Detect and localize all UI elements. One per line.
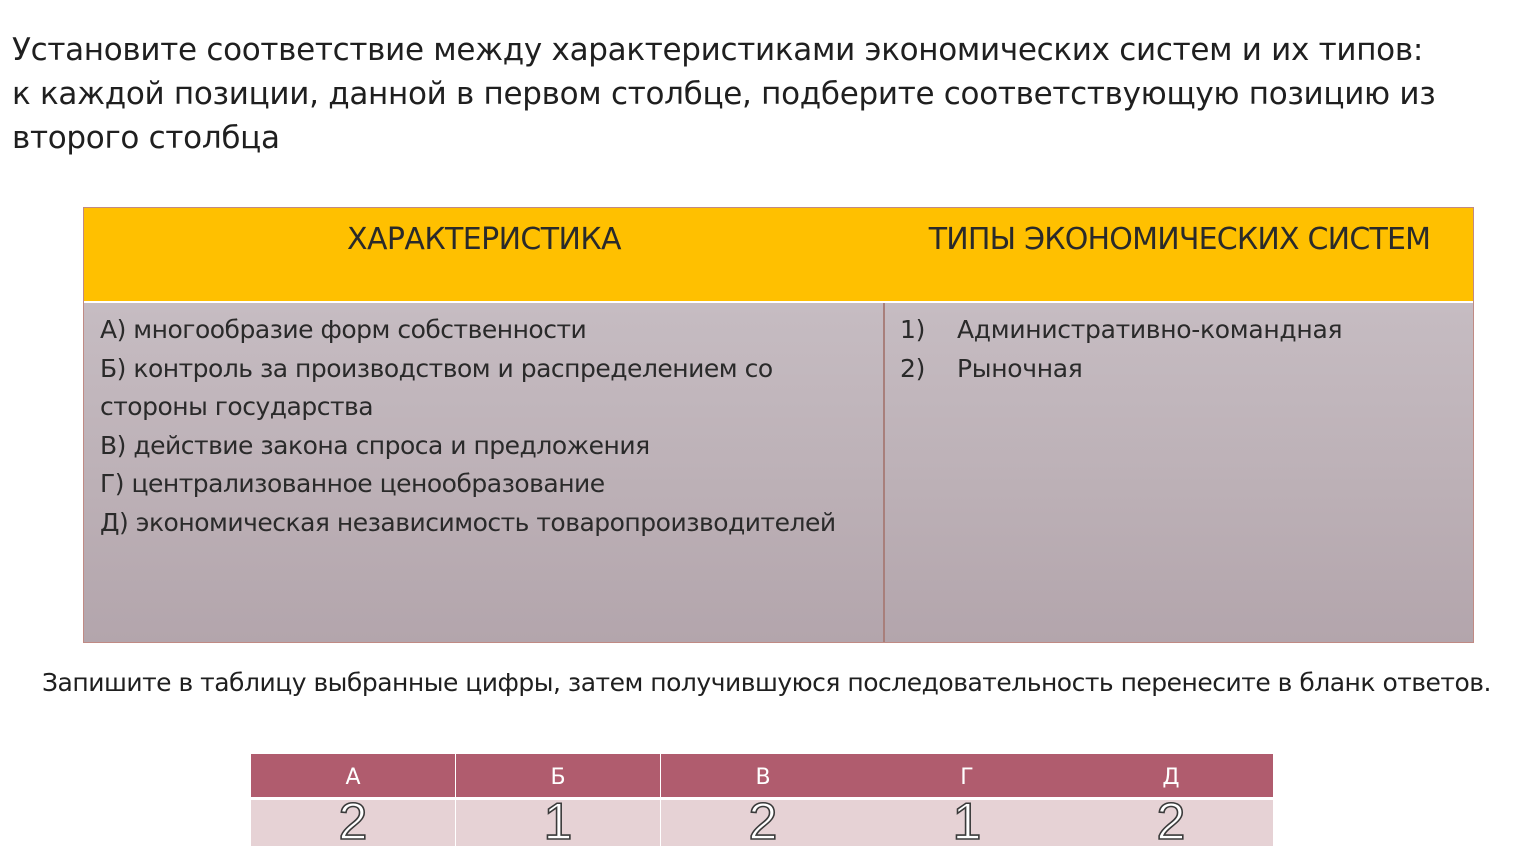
- answer-instruction: Запишите в таблицу выбранные цифры, затем получившуюся последовательность перенесите в бланк ответов.: [42, 668, 1491, 697]
- task-title: [12, 28, 1527, 160]
- header-characteristic: ХАРАКТЕРИСТИКА: [347, 222, 621, 257]
- answer-cell-a[interactable]: [251, 793, 455, 851]
- characteristic-item-g: Г) централизованное ценообразование: [100, 469, 605, 498]
- answer-value-a: 2: [338, 793, 368, 851]
- answer-table: [251, 754, 1273, 851]
- answer-value-g: 1: [952, 793, 982, 851]
- answer-column-b: [456, 754, 660, 851]
- answer-column-a: [251, 754, 455, 851]
- answer-value-v: 2: [748, 793, 778, 851]
- answer-header-v: В: [661, 754, 865, 797]
- answer-cell-v[interactable]: [661, 793, 865, 851]
- type-item-1-label: Административно-командная: [957, 315, 1343, 344]
- answer-column-d: [1069, 754, 1273, 851]
- answer-cell-b[interactable]: [456, 793, 660, 851]
- type-item-2-label: Рыночная: [957, 353, 1083, 383]
- characteristic-item-d: Д) экономическая независимость товаропроизводителей: [100, 507, 836, 537]
- characteristics-list: [100, 311, 880, 542]
- answer-value-b: 1: [543, 793, 573, 851]
- characteristic-item-v: В) действие закона спроса и предложения: [100, 430, 650, 460]
- type-item-1: [900, 311, 1460, 350]
- type-item-2: [900, 350, 1460, 389]
- economic-types-list: [900, 311, 1460, 388]
- column-divider: [883, 303, 885, 642]
- type-item-1-number: 1): [900, 315, 926, 344]
- task-title-line-3: второго столбца: [12, 120, 280, 156]
- answer-header-d: Д: [1069, 754, 1273, 797]
- matching-table-header: [84, 208, 1473, 303]
- answer-header-g: Г: [865, 754, 1069, 797]
- matching-table-body: [84, 303, 1473, 642]
- answer-value-d: 2: [1156, 793, 1186, 851]
- header-economic-system-types: ТИПЫ ЭКОНОМИЧЕСКИХ СИСТЕМ: [928, 222, 1431, 257]
- characteristic-item-a: А) многообразие форм собственности: [100, 315, 587, 344]
- type-item-2-number: 2): [900, 353, 926, 383]
- characteristic-item-b: Б) контроль за производством и распределением со стороны государства: [100, 353, 773, 421]
- matching-table: [83, 207, 1474, 643]
- answer-header-a: А: [251, 754, 455, 797]
- answer-cell-d[interactable]: [1069, 793, 1273, 851]
- answer-column-g: [865, 754, 1069, 851]
- task-title-line-2: к каждой позиции, данной в первом столбце, подберите соответствующую позицию из: [12, 76, 1436, 112]
- answer-cell-g[interactable]: [865, 793, 1069, 851]
- answer-header-b: Б: [456, 754, 660, 797]
- answer-column-v: [661, 754, 865, 851]
- task-title-line-1: Установите соответствие между характеристиками экономических систем и их типов:: [12, 32, 1423, 68]
